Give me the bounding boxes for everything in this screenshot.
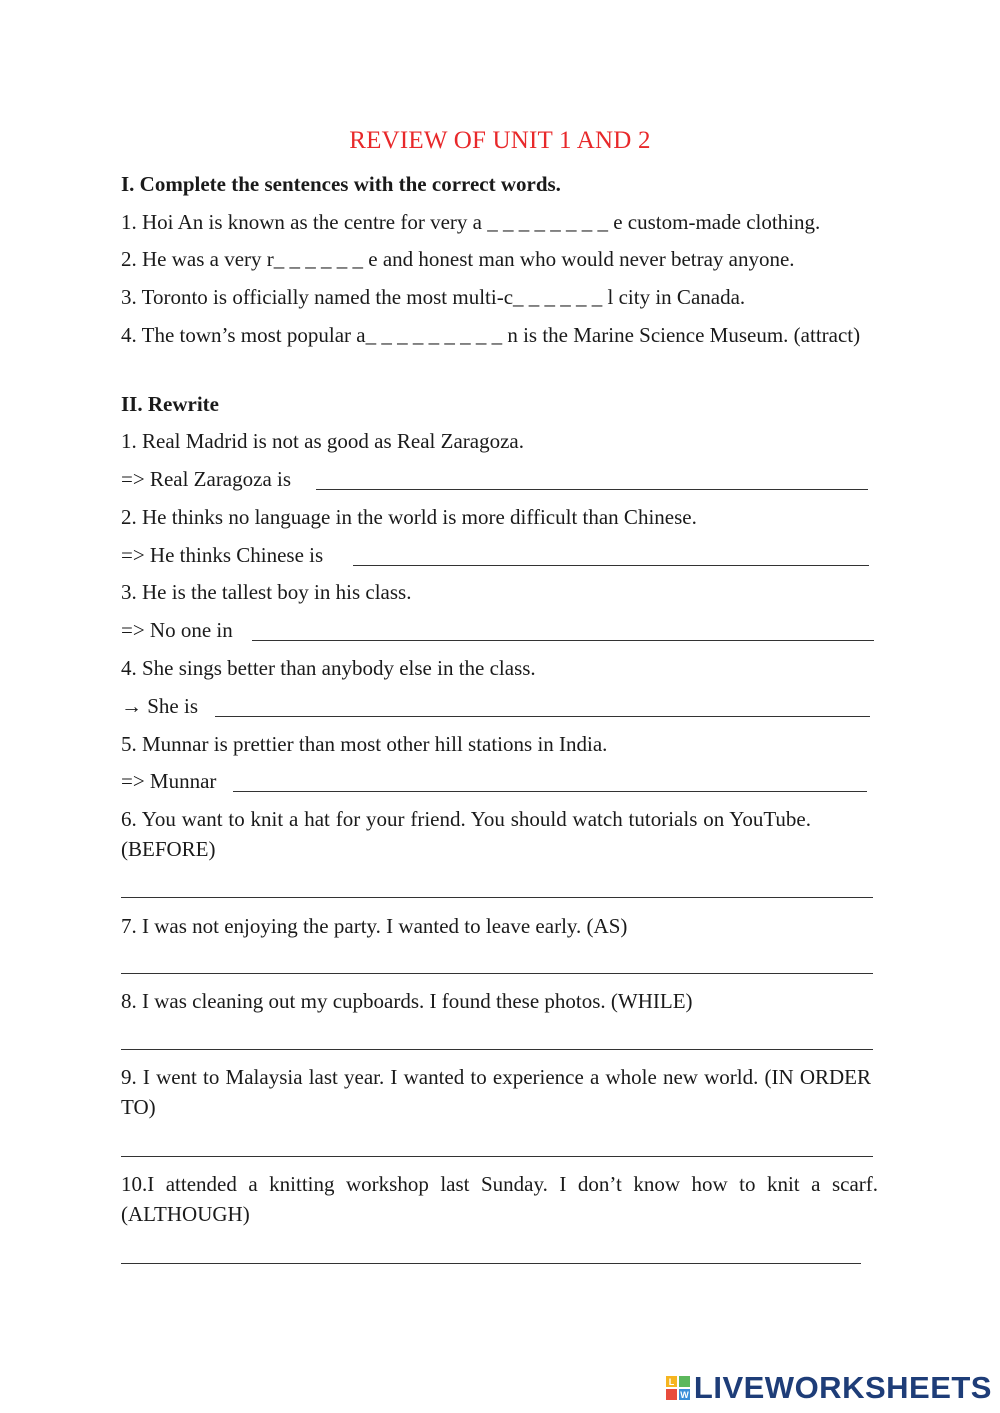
rewrite-prompt-1: 1. Real Madrid is not as good as Real Zaragoza. (121, 429, 524, 453)
answer-line-8[interactable] (121, 1049, 873, 1050)
rewrite-start-1: => Real Zaragoza is (121, 467, 292, 491)
liveworksheets-logo-icon (665, 1375, 691, 1401)
answer-line-6[interactable] (121, 897, 873, 898)
svg-text:W: W (680, 1390, 689, 1400)
rewrite-prompt-7: 7. I was not enjoying the party. I wanted to leave early. (AS) (121, 914, 628, 938)
answer-line-9[interactable] (121, 1156, 873, 1157)
answer-line-3[interactable] (252, 640, 874, 641)
rewrite-start-5: => Munnar (121, 769, 217, 793)
section-1-item-3: 3. Toronto is officially named the most multi-c_ _ _ _ _ _ l city in Canada. (121, 285, 746, 309)
rewrite-start-4: → She is (121, 694, 199, 718)
rewrite-prompt-2: 2. He thinks no language in the world is more difficult than Chinese. (121, 505, 697, 529)
worksheet-title: REVIEW OF UNIT 1 AND 2 (349, 127, 651, 154)
section-2-heading: II. Rewrite (121, 392, 219, 416)
rewrite-start-2: => He thinks Chinese is (121, 543, 324, 567)
answer-line-5[interactable] (233, 791, 867, 792)
brand-name: LIVEWORKSHEETS (693, 1370, 992, 1405)
rewrite-prompt-4: 4. She sings better than anybody else in the class. (121, 656, 536, 680)
section-1-item-1: 1. Hoi An is known as the centre for very a _ _ _ _ _ _ _ _ e custom-made clothing. (121, 210, 821, 234)
rewrite-prompt-5: 5. Munnar is prettier than most other hill stations in India. (121, 732, 608, 756)
section-1-heading: I. Complete the sentences with the correct words. (121, 172, 561, 196)
rewrite-prompt-6: 6. You want to knit a hat for your friend. You should watch tutorials on YouTube. (BEFORE) (121, 807, 811, 861)
section-1-item-4: 4. The town’s most popular a_ _ _ _ _ _ _ _ _ n is the Marine Science Museum. (attract) (121, 323, 861, 347)
answer-line-10[interactable] (121, 1263, 861, 1264)
answer-line-1[interactable] (316, 489, 868, 490)
answer-line-2[interactable] (353, 565, 869, 566)
rewrite-prompt-10: 10.I attended a knitting workshop last Sunday. I don’t know how to knit a scarf. (ALTHOUGH) (121, 1172, 878, 1226)
liveworksheets-logo[interactable] (665, 1371, 992, 1405)
rewrite-prompt-9: 9. I went to Malaysia last year. I wanted to experience a whole new world. (IN ORDER TO) (121, 1065, 871, 1119)
answer-line-4[interactable] (215, 716, 870, 717)
rewrite-prompt-3: 3. He is the tallest boy in his class. (121, 580, 412, 604)
section-1-item-2: 2. He was a very r_ _ _ _ _ _ e and honest man who would never betray anyone. (121, 247, 795, 271)
rewrite-prompt-8: 8. I was cleaning out my cupboards. I found these photos. (WHILE) (121, 989, 693, 1013)
svg-text:L: L (668, 1377, 675, 1387)
answer-line-7[interactable] (121, 973, 873, 974)
rewrite-start-3: => No one in (121, 618, 233, 642)
